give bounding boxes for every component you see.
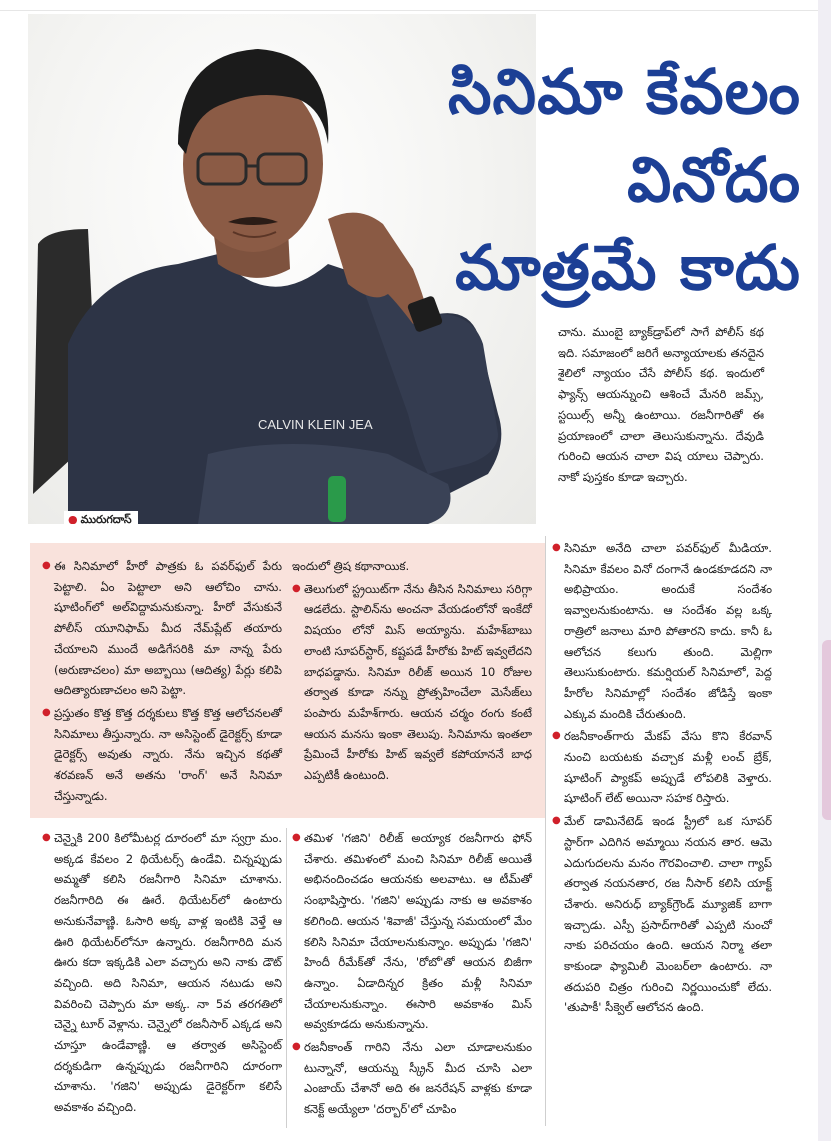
bullet-paragraph: ● తమిళ 'గజిని' రిలీజ్ అయ్యాక రజనీగారు ఫోన్ చేశారు. తమిళంలో మంచి సినిమా రిలీజ్ అయితే అభినందించడం ఆయనకు అలవాటు. ఆ టీమ్‌తో సంభాషిస్తారు. 'గజిని' అప్పుడు నాకు ఆ అవకాశం కలిగింది. ఆయన 'శివాజీ' చేస్తున్న సమయంలో మేం కలిసి సినిమా చేయాలనుకున్నాం. అప్పుడు 'గజిని' హిందీ రీమేక్‌తో నేను, 'రోబో'తో ఆయన బిజీగా ఉన్నాం. ఏడాదిన్నర క్రితం మళ్లీ సినిమా చేయాలనుకున్నాం. ఈసారి అవకాశం మిస్ అవ్వకూడదు అనుకున్నాను. — [292, 828, 532, 1035]
bullet-paragraph: ● రజనీకాంత్ గారిని నేను ఎలా చూడాలనుకుం టున్నానో, ఆయన్ను స్క్రీన్ మీద చూసి ఎలా ఎంజాయ్ చేశానో అది ఈ జనరేషన్ వాళ్లకు కూడా కనెక్ట్ అయ్యేలా 'దర్బార్'లో చూపిం — [292, 1037, 532, 1120]
column-1-pink — [42, 556, 282, 808]
column-divider — [286, 828, 287, 1128]
wrist-band — [328, 476, 346, 522]
headline — [441, 48, 801, 312]
column-2-pink — [292, 556, 532, 788]
headline-line-1: సినిమా కేవలం — [448, 55, 801, 128]
bullet-paragraph: ● మేల్ డామినేటెడ్ ఇండ స్ట్రీలో ఒక సూపర్ స్టార్‌గా ఎదిగిన అమ్మాయి నయన తార. ఆమె ఎదుగుదలను మనం గౌరవించాలి. చాలా గ్యాప్ తర్వాత నయనతార, రజ నీసార్ కలిసి యాక్ట్ చేశారు. అనిరుధ్ బ్యాక్‌గ్రౌండ్ మ్యూజిక్ బాగా ఇచ్చాడు. ఎస్పీ ప్రసాద్‌గారితో ఎప్పటి నుంచో నాకు పరిచయం ఉంది. ఆయన నిర్మా తలా కాకుండా ఫ్యామిలీ మెంబర్‌లా ఉంటారు. నా తదుపరి చిత్రం గురించి నిర్ణయించుకో లేదు. 'తుపాకీ' సీక్వెల్ ఆలోచన ఉంది. — [552, 811, 772, 1018]
bullet-paragraph: ● ప్రస్తుతం కొత్త కొత్త దర్శకులు కొత్త కొత్త ఆలోచనలతో సినిమాలు తీస్తున్నారు. నా అసిస్టెంట్ డైరెక్టర్స్ కూడా డైరెక్టర్స్ అవుతు న్నారు. నేను ఇచ్చిన కథతో శరవణన్ అనే అతను 'రాంగ్' అనే సినిమా చేస్తున్నాడు. — [42, 703, 282, 807]
photo-caption — [64, 511, 138, 524]
column-1-bottom — [42, 828, 282, 1120]
bullet-paragraph: ● ఈ సినిమాలో హీరో పాత్రకు ఓ పవర్‌ఫుల్ పేరు పెట్టాలి. ఏం పెట్టాలా అని ఆలోచిం చాను. షూటింగ్‌లో అల్‌విద్దామనుకున్నా. హీరో వేసుకునే పోలీస్ యూనిఫామ్ మీద నేమ్‌ప్లేట్ తయారు చేయాలని ముందే అడిగేసరికి మా నాన్న పేరు (అరుణాచలం) మా అబ్బాయి (ఆదిత్య) పేర్లు కలిపి ఆదిత్యారుణాచలం అని పెట్టా. — [42, 556, 282, 701]
paragraph: చాను. ముంబై బ్యాక్‌డ్రాప్‌లో సాగే పోలీస్ కథ ఇది. సమాజంలో జరిగే అన్యాయాలకు తనదైన శైలిలో న్యాయం చేసే పోలీస్ కథ. ఇందులో ఫ్యాన్స్ ఆయన్నుంచి ఆశించే మేనరి జమ్స్, స్టయిల్స్ అన్నీ ఉంటాయి. రజనీగారితో ఈ ప్రయాణంలో చాలా తెలుసుకున్నాను. దేవుడి గురించి ఆయన చాలా విష యాలు చెప్పారు. నాకో పుస్తకం కూడా ఇచ్చారు. — [558, 325, 764, 484]
column-3 — [552, 538, 772, 1020]
column-divider — [545, 536, 546, 1126]
column-right-top — [558, 322, 764, 490]
adjacent-article-edge — [818, 0, 831, 1141]
bullet-paragraph: ● సినిమా అనేది చాలా పవర్‌ఫుల్ మీడియా. సినిమా కేవలం వినో దంగానే ఉండకూడదని నా అభిప్రాయం. అందుకే సందేశం ఇవ్వాలనుకుంటాను. ఆ సందేశం వల్ల ఒక్క రాత్రిలో జనాలు మారి పోతారని కాదు. కానీ ఓ ఆలోచన కలుగు తుంది. మెల్లిగా తెలుసుకుంటారు. కమర్షియల్ సినిమాలో, పెద్ద హీరోల సినిమాల్లో సందేశం జోడిస్తే ఇంకా ఎక్కువ మందికి చేరుతుంది. — [552, 538, 772, 724]
paragraph: ఇందులో త్రిష కథానాయిక. — [292, 559, 410, 573]
caption-dot: ● — [68, 513, 78, 524]
shirt-logo: CALVIN KLEIN JEA — [258, 417, 373, 432]
adjacent-graphic — [822, 640, 831, 820]
bullet-paragraph: ● చెన్నైకి 200 కిలోమీటర్ల దూరంలో మా స్వగ్రా మం. అక్కడ కేవలం 2 థియేటర్స్ ఉండేవి. చిన్నప్పుడు అమ్మతో కలిసి రజనీగారి సినిమా చూశాను. రజనీగారిది ఈ ఊరే. థియేటర్‌లో ఉంటారు అనుకునేవాణ్ణి. ఓసారి అక్క వాళ్ల ఇంటికి వెళ్తే ఆ ఊరి థియేటర్‌లోనూ ఉన్నారు. రజనీగారిది మన ఊరు కదా ఇక్కడికి ఎలా వచ్చారు అని నాకు డౌట్ వచ్చింది. అది సినిమా, ఆయన నటుడు అని వివరించి చెప్పారు మా అక్క. నా 5వ తరగతిలో చెన్నై టూర్ వెళ్లాను. చెన్నైలో రజనీసార్ ఎక్కడ అని చూస్తూ ఉండేవాణ్ణి. ఆ తర్వాత అసిస్టెంట్ దర్శకుడిగా ఉన్నప్పుడు రజనీగారిని దూరంగా చూశాను. 'గజిని' అప్పుడు డైరెక్టర్‌గా కలిసే అవకాశం వచ్చింది. — [42, 828, 282, 1118]
bullet-paragraph: ● తెలుగులో స్ట్రయిట్‌గా నేను తీసిన సినిమాలు సరిగ్గా ఆడలేదు. స్టాలిన్‌ను అంచనా వేయడంలోనో ఇంకేదో విషయం లోనో మిస్ అయ్యాను. మహేశ్‌బాబు లాంటి సూపర్‌స్టార్, కష్టపడే హీరోకు హిట్ ఇవ్వలేదని బాధపడ్డాను. సినిమా రిలీజ్ అయిన 10 రోజుల తర్వాత కూడా నన్ను ప్రోత్సహించేలా మెసేజ్‌లు పంపారు మహేశ్‌గారు. ఆయన చర్మం రంగు కంటే ఆయన మనసు ఇంకా తెలుపు. సినిమాను ఇంతలా ప్రేమించే హీరోకు హిట్ ఇవ్వలే కపోయాననే బాధ ఎప్పటికీ ఉంటుంది. — [292, 579, 532, 786]
bullet-paragraph: ● రజనీకాంత్‌గారు మేకప్ వేసు కొని కేరవాన్ నుంచి బయటకు వచ్చాక మళ్లీ లంచ్ బ్రేక్, షూటింగ్ ప్యాకప్ అప్పుడే లోపలికి వెళ్తారు. షూటింగ్ లేట్ అయినా సహక రిస్తారు. — [552, 726, 772, 809]
headline-line-3: మాత్రమే కాదు — [455, 231, 801, 304]
headline-line-2: వినోదం — [627, 143, 801, 216]
column-2-bottom — [292, 828, 532, 1122]
caption-text: మురుగదాస్ — [80, 513, 132, 524]
top-strip — [0, 0, 831, 11]
